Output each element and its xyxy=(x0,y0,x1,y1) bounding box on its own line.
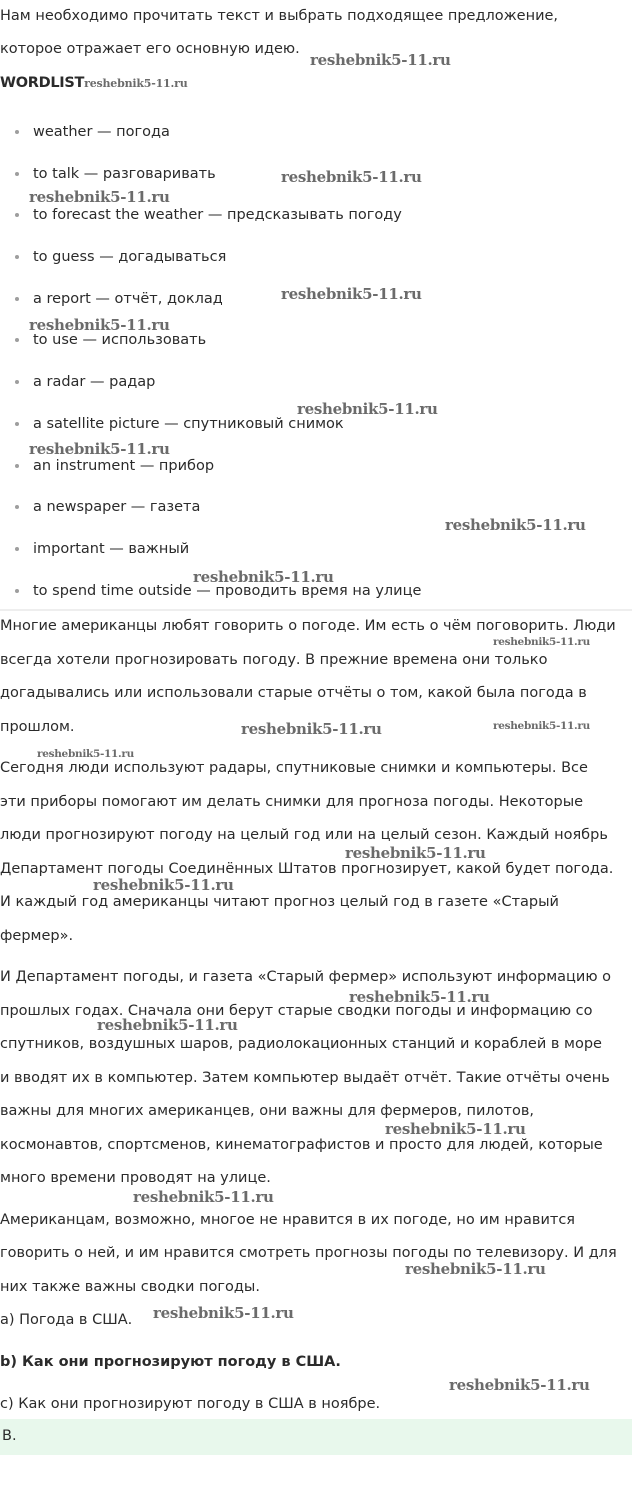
bullet-icon xyxy=(15,547,19,551)
list-item-text: to spend time outside — проводить время на улице xyxy=(33,582,422,599)
list-item-text: a report — отчёт, доклад xyxy=(33,290,223,307)
text-line: много времени проводят на улице. xyxy=(0,1170,271,1186)
answer-text: B. xyxy=(2,1428,17,1444)
watermark: reshebnik5-11.ru xyxy=(93,876,234,894)
bullet-icon xyxy=(15,380,19,384)
bullet-icon xyxy=(15,589,19,593)
bullet-icon xyxy=(15,297,19,301)
text-line: важны для многих американцев, они важны для фермеров, пилотов, xyxy=(0,1103,535,1119)
list-item xyxy=(0,530,632,572)
bullet-icon xyxy=(15,505,19,509)
watermark: reshebnik5-11.ru xyxy=(449,1376,590,1394)
intro-line-2: которое отражает его основную идею. xyxy=(0,41,300,57)
text-line: них также важны сводки погоды. xyxy=(0,1279,260,1295)
wordlist-heading-row xyxy=(0,67,632,101)
watermark: reshebnik5-11.ru xyxy=(133,1188,274,1206)
watermark: reshebnik5-11.ru xyxy=(241,720,382,738)
list-item-text: to guess — догадываться xyxy=(33,249,227,266)
list-item-text: a satellite picture — спутниковый снимок xyxy=(33,415,344,432)
text-line: говорить о ней, и им нравится смотреть прогнозы погоды по телевизору. И для xyxy=(0,1245,617,1261)
watermark: reshebnik5-11.ru xyxy=(97,1016,238,1034)
watermark: reshebnik5-11.ru xyxy=(297,400,438,418)
option-b: b) Как они прогнозируют погоду в США. xyxy=(0,1354,341,1370)
text-line: И Департамент погоды, и газета «Старый фермер» используют информацию о xyxy=(0,969,612,985)
watermark: reshebnik5-11.ru xyxy=(445,516,586,534)
bullet-icon xyxy=(15,130,19,134)
bullet-icon xyxy=(15,422,19,426)
watermark: reshebnik5-11.ru xyxy=(405,1260,546,1278)
watermark: reshebnik5-11.ru xyxy=(349,988,490,1006)
watermark: reshebnik5-11.ru xyxy=(193,568,334,586)
text-line: всегда хотели прогнозировать погоду. В прежние времена они только xyxy=(0,652,548,668)
bullet-icon xyxy=(15,213,19,217)
text-line: спутников, воздушных шаров, радиолокационных станций и кораблей в море xyxy=(0,1036,602,1052)
watermark: reshebnik5-11.ru xyxy=(29,316,170,334)
text-line: Сегодня люди используют радары, спутниковые снимки и компьютеры. Все xyxy=(0,760,588,776)
option-a: a) Погода в США. xyxy=(0,1312,133,1328)
text-line: и вводят их в компьютер. Затем компьютер выдаёт отчёт. Такие отчёты очень xyxy=(0,1070,610,1086)
watermark: reshebnik5-11.ru xyxy=(29,188,170,206)
watermark: reshebnik5-11.ru xyxy=(345,844,486,862)
list-item xyxy=(0,113,632,155)
text-line: эти приборы помогают им делать снимки для прогноза погоды. Некоторые xyxy=(0,794,584,810)
list-item-text: to forecast the weather — предсказывать погоду xyxy=(33,207,402,224)
watermark: reshebnik5-11.ru xyxy=(310,51,451,69)
text-line: фермер». xyxy=(0,928,74,944)
list-item-text: to use — использовать xyxy=(33,332,207,349)
watermark: reshebnik5-11.ru xyxy=(385,1120,526,1138)
text-line: И каждый год американцы читают прогноз целый год в газете «Старый xyxy=(0,894,559,910)
option-c: c) Как они прогнозируют погоду в США в ноябре. xyxy=(0,1396,381,1412)
answer-box xyxy=(0,1419,632,1455)
wordlist-heading-mark: reshebnik5-11.ru xyxy=(84,77,188,90)
watermark: reshebnik5-11.ru xyxy=(493,636,590,648)
text-line: догадывались или использовали старые отчёты о том, какой была погода в xyxy=(0,685,587,701)
list-item xyxy=(0,363,632,405)
list-item-text: weather — погода xyxy=(33,124,170,140)
bullet-icon xyxy=(15,172,19,176)
list-item-text: important — важный xyxy=(33,540,190,557)
wordlist-heading: WORDLIST xyxy=(0,75,85,91)
list-item-text: an instrument — прибор xyxy=(33,457,215,474)
text-line: прошлом. xyxy=(0,719,75,735)
watermark: reshebnik5-11.ru xyxy=(281,168,422,186)
text-line: Американцам, возможно, многое не нравится в их погоде, но им нравится xyxy=(0,1212,576,1228)
text-line: космонавтов, спортсменов, кинематографистов и просто для людей, которые xyxy=(0,1137,603,1153)
bullet-icon xyxy=(15,338,19,342)
list-item xyxy=(0,238,632,280)
text-line: прошлых годах. Сначала они берут старые сводки погоды и информацию со xyxy=(0,1003,593,1019)
bullet-icon xyxy=(15,255,19,259)
bullet-icon xyxy=(15,464,19,468)
watermark: reshebnik5-11.ru xyxy=(493,720,590,732)
watermark: reshebnik5-11.ru xyxy=(281,285,422,303)
watermark: reshebnik5-11.ru xyxy=(29,440,170,458)
list-item-text: a newspaper — газета xyxy=(33,499,201,516)
text-line: люди прогнозируют погоду на целый год или на целый сезон. Каждый ноябрь xyxy=(0,827,608,843)
list-item-text: a radar — радар xyxy=(33,374,156,391)
watermark: reshebnik5-11.ru xyxy=(37,748,134,760)
intro-line-1: Нам необходимо прочитать текст и выбрать подходящее предложение, xyxy=(0,8,559,24)
text-line: Многие американцы любят говорить о погоде. Им есть о чём поговорить. Люди xyxy=(0,618,616,634)
watermark: reshebnik5-11.ru xyxy=(153,1304,294,1322)
list-item-text: to talk — разговаривать xyxy=(33,165,216,182)
text-line: Департамент погоды Соединённых Штатов прогнозирует, какой будет погода. xyxy=(0,861,614,877)
